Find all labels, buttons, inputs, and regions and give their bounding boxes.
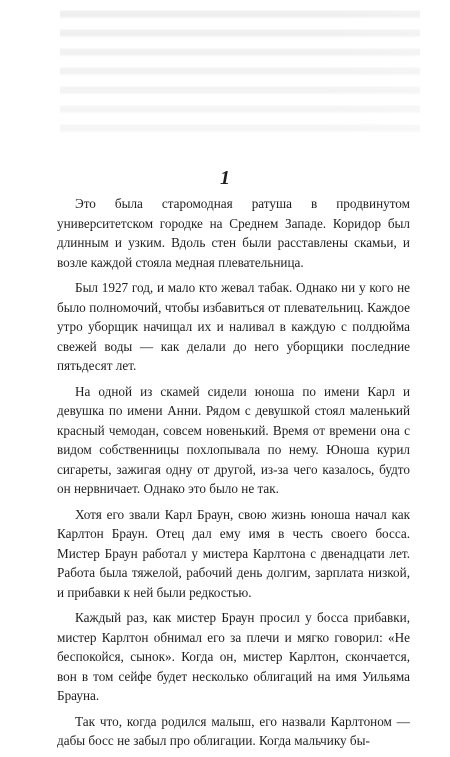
text-column [57, 194, 410, 757]
chapter-number: 1 [220, 167, 230, 189]
paragraph: Хотя его звали Карл Браун, свою жизнь юноша начал как Карлтон Браун. Отец дал ему имя в честь своего босса. Мистер Браун работал у мистера Карлтона с двенадцати лет. Работа была тяжелой, рабочий день долгим, зарплата низкой, и прибавки к ней были редкостью. [57, 506, 410, 600]
paragraph: На одной из скамей сидели юноша по имени Карл и девушка по имени Анни. Рядом с девушкой стоял маленький красный чемодан, совсем новенький. Время от времени она с видом собственницы похлопывала по нему. Юноша курил сигареты, зажигая одну от другой, из-за чего казалось, будто он нервничает. Однако это было не так. [57, 383, 410, 496]
paragraph: Был 1927 год, и мало кто жевал табак. Однако ни у кого не было полномочий, чтобы избавиться от плевательниц. Каждое утро уборщик начищал их и наливал в каждую с полдюйма свежей воды — как делали до него уборщики последние пятьдесят лет. [57, 280, 410, 373]
paragraph: Так что, когда родился малыш, его назвали Карлтоном — дабы босс не забыл про облигации. Когда мальчику бы- [57, 713, 410, 748]
paragraph: Каждый раз, как мистер Браун просил у босса прибавки, мистер Карлтон обнимал его за плечи и мягко говорил: «Не беспокойся, сынок». Когда он, мистер Карлтон, скончается, вон в том сейфе будет несколько облигаций на имя Уильяма Брауна. [57, 610, 410, 703]
show-through-text [60, 0, 420, 140]
paragraph: Это была старомодная ратуша в продвинутом университетском городке на Среднем Западе. Коридор был длинным и узким. Вдоль стен были расставлены скамьи, и возле каждой стояла медная плевательница. [57, 196, 410, 270]
